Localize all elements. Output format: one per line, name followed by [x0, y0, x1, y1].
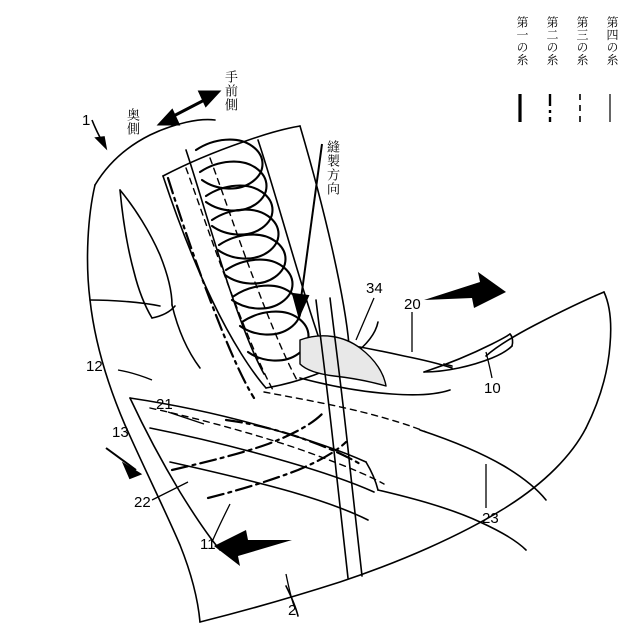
strap-edge-right — [366, 462, 378, 490]
loop-rail-left — [186, 150, 264, 374]
front-back-arrow-head-1 — [200, 92, 218, 105]
interior-panel-edge-3 — [152, 306, 175, 318]
ref-number-12: 12 — [86, 358, 103, 375]
ref-number-10: 10 — [484, 380, 501, 397]
label-front-side: 手前側 — [223, 70, 238, 112]
arrow-left-feed — [214, 530, 292, 566]
leader-13-line — [106, 448, 136, 470]
stitch-panel-top — [163, 126, 300, 176]
ref-number-11: 11 — [200, 536, 216, 553]
label-sewing-direction: 縫製方向 — [325, 140, 340, 196]
needle-tip — [510, 334, 513, 346]
lining-curve-2 — [90, 300, 160, 306]
lower-thread-curve — [378, 490, 526, 550]
upper-left-edge — [88, 185, 200, 622]
sewing-direction-head — [293, 294, 308, 316]
ref-number-2: 2 — [288, 602, 297, 619]
ref-number-34: 34 — [366, 280, 383, 297]
interior-panel-edge-2 — [120, 190, 152, 318]
upper-top-edge — [95, 120, 215, 185]
leader-1-head — [96, 137, 106, 148]
sewing-direction-line — [300, 144, 322, 306]
ref-number-20: 20 — [404, 296, 421, 313]
upper-bottom-edge — [200, 428, 586, 622]
lower-thread-curve-2 — [420, 430, 546, 500]
legend-label-thread4: 第四の糸 — [605, 16, 619, 66]
ref-number-22: 22 — [134, 494, 151, 511]
ref-number-13: 13 — [112, 424, 129, 441]
legend-label-thread2: 第二の糸 — [545, 16, 559, 66]
front-back-arrow-head-2 — [160, 111, 178, 124]
sole-top-right — [486, 292, 604, 356]
strap-edge-left — [130, 398, 220, 550]
arrow-right-feed — [424, 272, 506, 308]
fabric-fold-shaded — [300, 336, 386, 386]
label-back-side: 奥側 — [125, 108, 140, 136]
ref-number-1: 1 — [82, 112, 91, 129]
ref-number-23: 23 — [482, 510, 499, 527]
ref-number-21: 21 — [156, 396, 173, 413]
legend — [506, 16, 626, 126]
upper-right-edge — [586, 292, 611, 428]
legend-label-thread1: 第一の糸 — [515, 16, 529, 66]
legend-label-thread3: 第三の糸 — [575, 16, 589, 66]
lining-curve-1 — [172, 305, 200, 368]
